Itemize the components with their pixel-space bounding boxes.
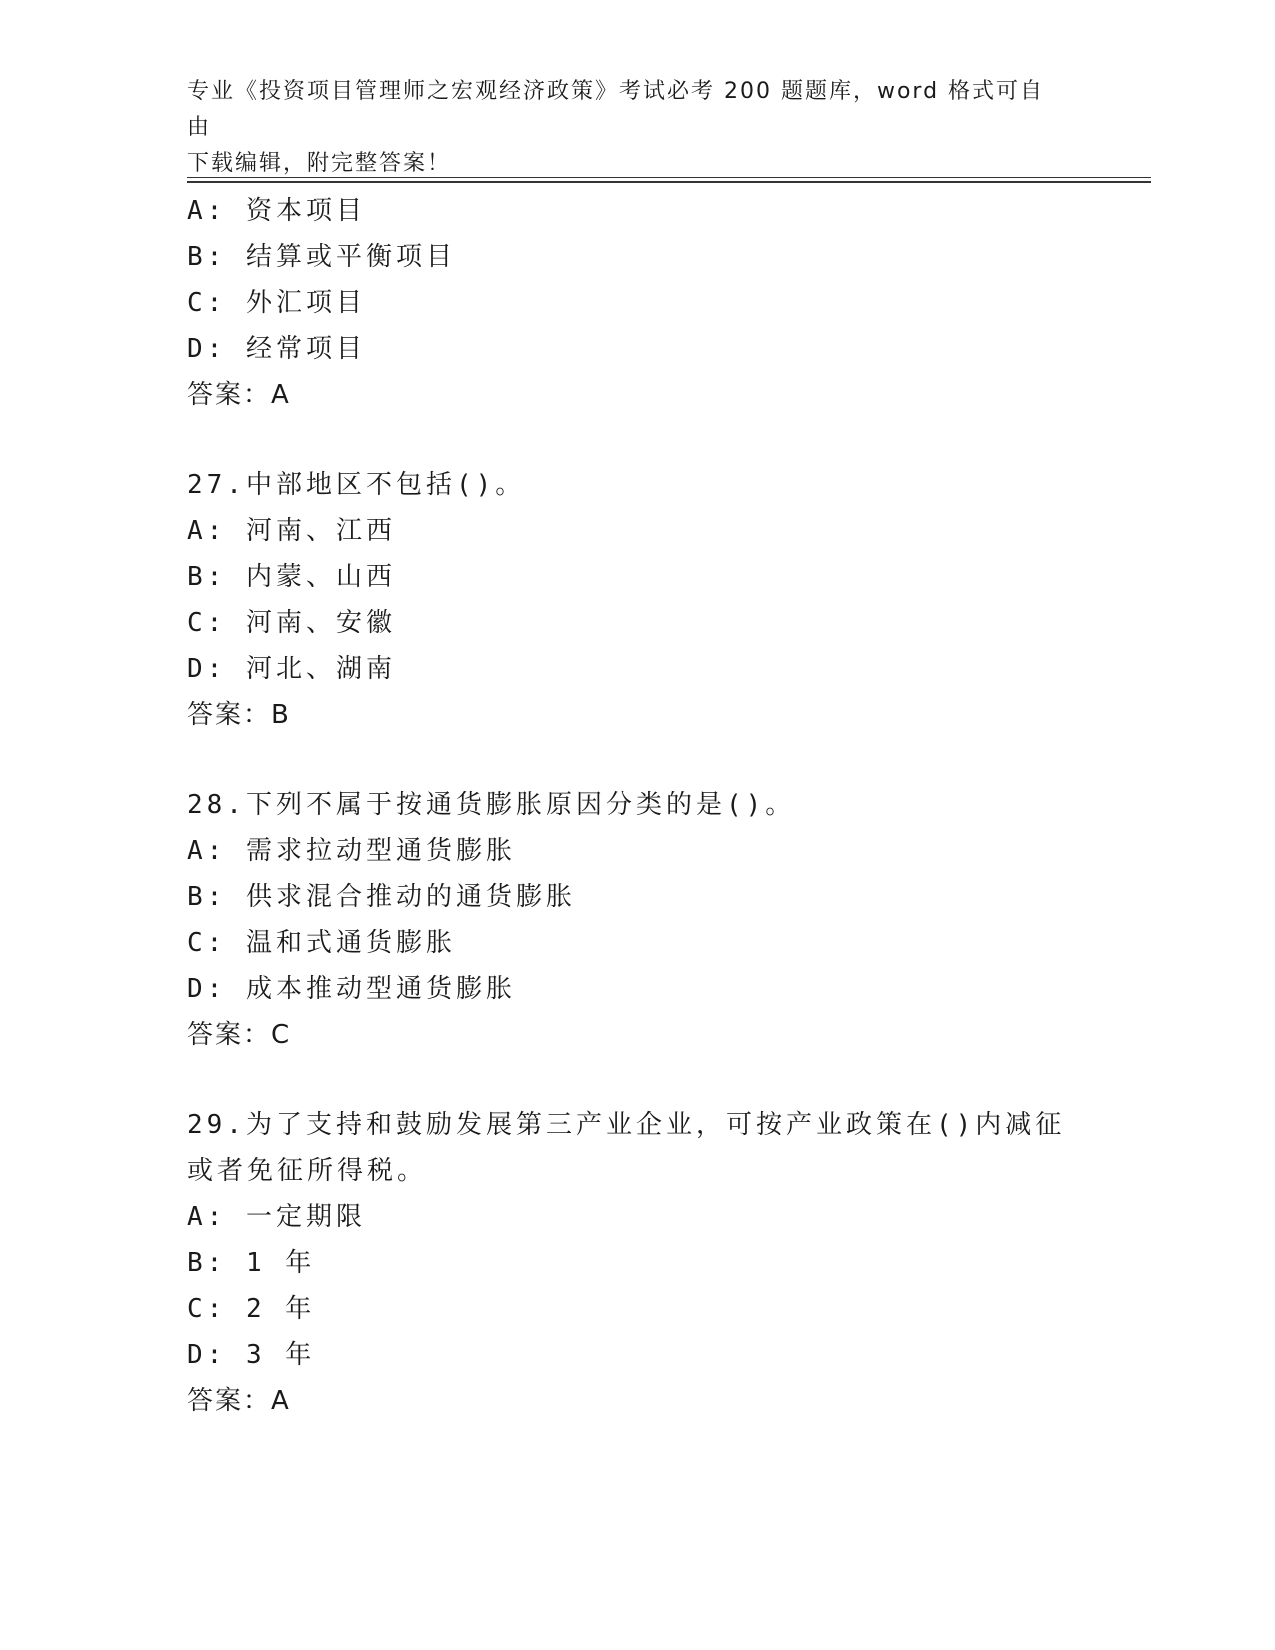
option-c: C: 2 年 [187,1294,316,1324]
question-text: 27.中部地区不包括()。 [187,470,526,500]
question-block-28 [187,782,1087,1058]
question-text: 28.下列不属于按通货膨胀原因分类的是()。 [187,790,796,820]
option-b: B: 1 年 [187,1248,316,1278]
option-c: C: 外汇项目 [187,288,366,318]
answer-line: 答案：B [187,700,291,730]
option-a: A: 需求拉动型通货膨胀 [187,836,516,866]
question-block-27 [187,462,1087,738]
answer-line: 答案：C [187,1020,292,1050]
option-c: C: 河南、安徽 [187,608,396,638]
answer-line: 答案：A [187,1386,291,1416]
option-d: D: 河北、湖南 [187,654,396,684]
option-b: B: 结算或平衡项目 [187,242,456,272]
question-block-partial [187,188,1087,418]
option-d: D: 成本推动型通货膨胀 [187,974,516,1004]
option-a: A: 河南、江西 [187,516,396,546]
question-block-29 [187,1102,1087,1424]
option-d: D: 经常项目 [187,334,366,364]
header-line-2: 下载编辑，附完整答案！ [187,151,452,176]
option-c: C: 温和式通货膨胀 [187,928,456,958]
answer-line: 答案：A [187,380,291,410]
option-b: B: 内蒙、山西 [187,562,396,592]
document-header [187,74,1067,182]
option-a: A: 资本项目 [187,196,366,226]
option-d: D: 3 年 [187,1340,316,1370]
header-divider-thick [187,181,1151,183]
option-a: A: 一定期限 [187,1202,366,1232]
question-list [187,188,1087,1424]
question-text: 29.为了支持和鼓励发展第三产业企业，可按产业政策在()内减征或者免征所得税。 [187,1110,1066,1186]
option-b: B: 供求混合推动的通货膨胀 [187,882,576,912]
header-divider-thin [187,177,1151,178]
header-line-1: 专业《投资项目管理师之宏观经济政策》考试必考 200 题题库，word 格式可自由 [187,79,1045,140]
